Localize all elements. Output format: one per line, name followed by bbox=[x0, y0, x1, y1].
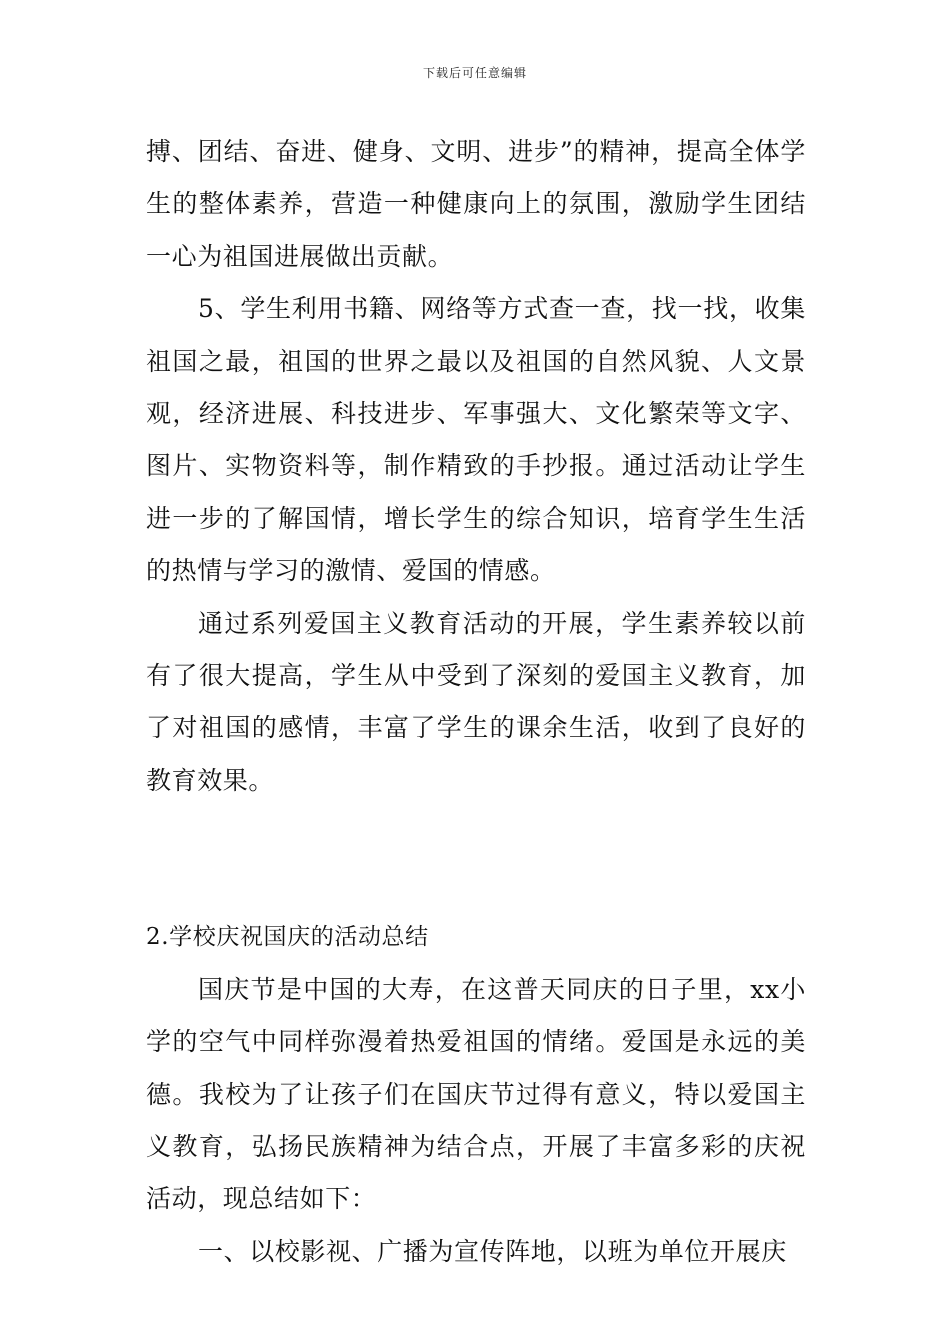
paragraph-intro: 国庆节是中国的大寿，在这普天同庆的日子里，xx小学的空气中同样弥漫着热爱祖国的情绪。爱国是永远的美德。我校为了让孩子们在国庆节过得有意义，特以爱国主义教育，弘扬民族精神为结合点，开展了丰富多彩的庆祝活动，现总结如下： bbox=[146, 974, 806, 1214]
paragraph-item-5: 5、学生利用书籍、网络等方式查一查，找一找，收集祖国之最，祖国的世界之最以及祖国的自然风貌、人文景观，经济进展、科技进步、军事强大、文化繁荣等文字、图片、实物资料等，制作精致的手抄报。通过活动让学生进一步的了解国情，增长学生的综合知识，培育学生生活的热情与学习的激情、爱国的情感。 bbox=[146, 294, 806, 586]
document-body bbox=[146, 126, 806, 1278]
section-gap bbox=[146, 807, 806, 911]
paragraph-conclusion: 通过系列爱国主义教育活动的开展，学生素养较以前有了很大提高，学生从中受到了深刻的爱国主义教育，加了对祖国的感情，丰富了学生的课余生活，收到了良好的教育效果。 bbox=[146, 608, 806, 795]
section-heading: 2.学校庆祝国庆的活动总结 bbox=[146, 924, 429, 951]
paragraph-spirit: 搏、团结、奋进、健身、文明、进步”的精神，提高全体学生的整体素养，营造一种健康向上的氛围，激励学生团结一心为祖国进展做出贡献。 bbox=[146, 137, 806, 271]
paragraph-item-1: 一、以校影视、广播为宣传阵地，以班为单位开展庆 bbox=[198, 1236, 787, 1266]
page-header: 下载后可任意编辑 bbox=[422, 66, 527, 80]
